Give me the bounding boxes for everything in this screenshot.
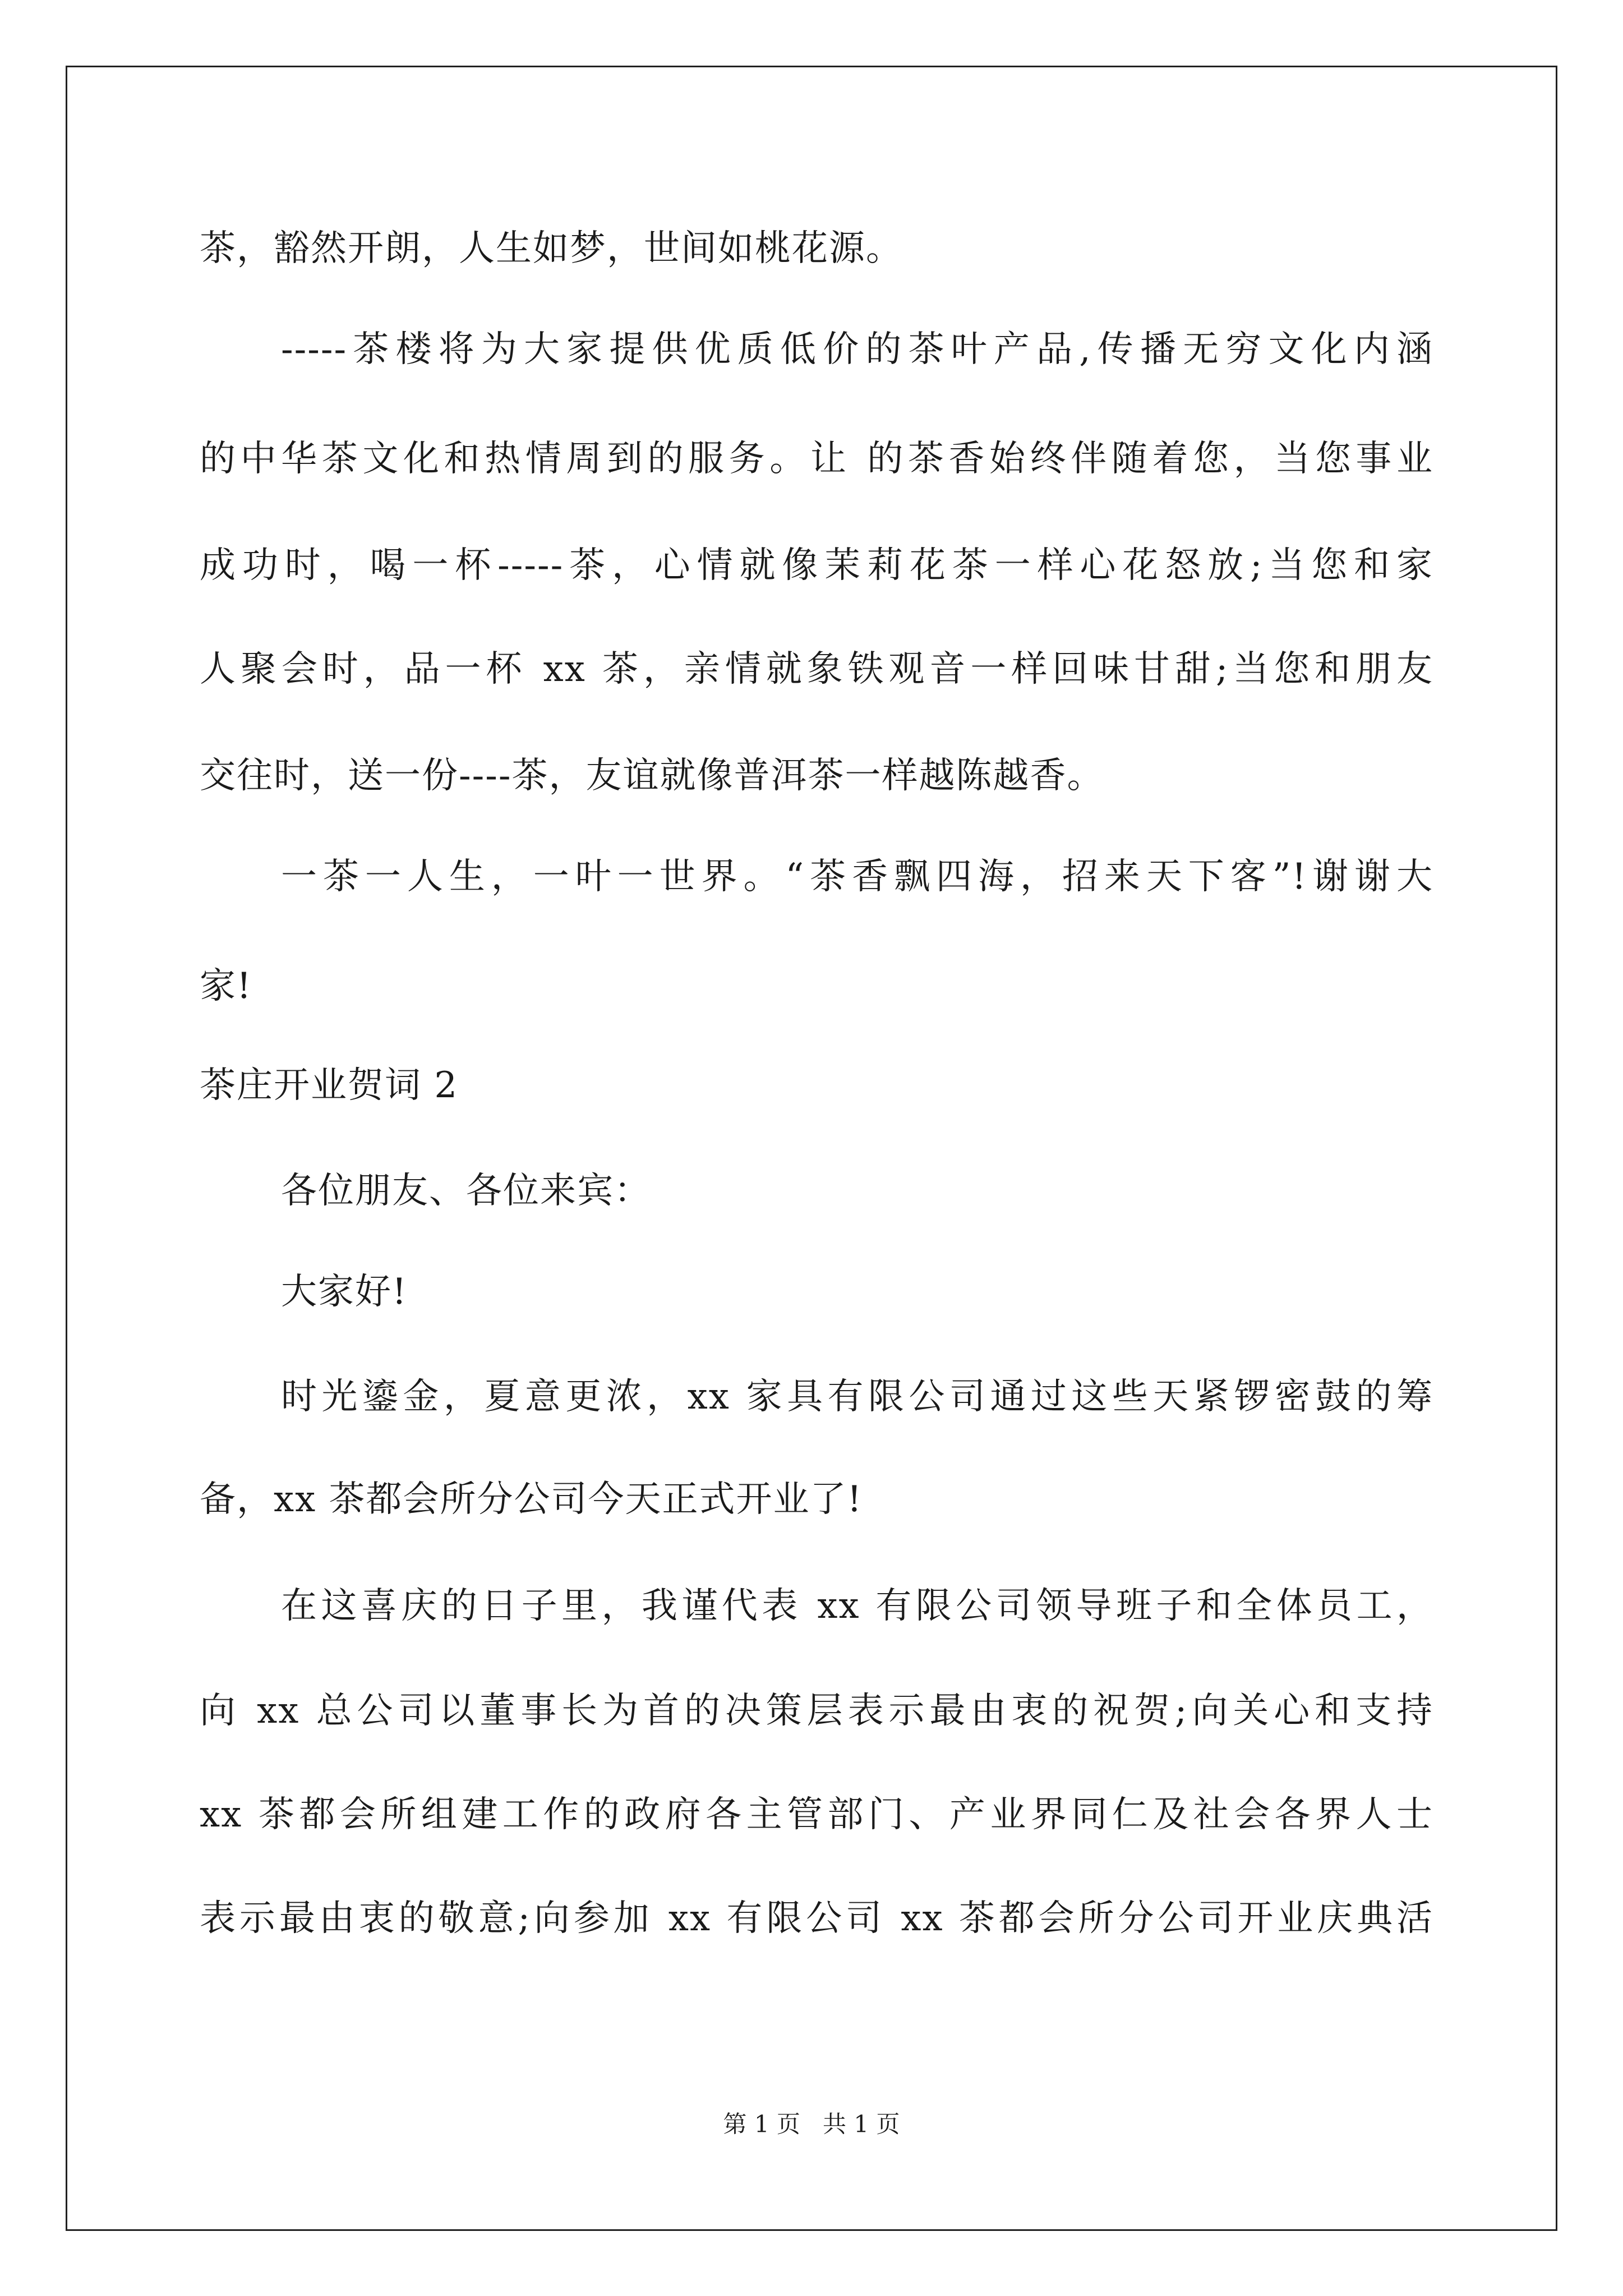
paragraph-line: -----茶楼将为大家提供优质低价的茶叶产品,传播无穷文化内涵 [281,329,1433,370]
paragraph-line: 在这喜庆的日子里，我谨代表 xx 有限公司领导班子和全体员工， [281,1585,1433,1627]
paragraph-line: xx 茶都会所组建工作的政府各主管部门、产业界同仁及社会各界人士 [200,1794,1433,1835]
paragraph-line: 大家好! [281,1271,408,1313]
paragraph-line: 一茶一人生，一叶一世界。“茶香飘四海，招来天下客”!谢谢大 [281,856,1433,898]
paragraph-line: 时光鎏金，夏意更浓，xx 家具有限公司通过这些天紧锣密鼓的筹 [281,1376,1433,1418]
paragraph-line: 交往时，送一份----茶，友谊就像普洱茶一样越陈越香。 [200,755,1104,797]
paragraph-line: 茶，豁然开朗，人生如梦，世间如桃花源。 [200,228,903,269]
paragraph-line: 人聚会时，品一杯 xx 茶，亲情就象铁观音一样回味甘甜;当您和朋友 [200,648,1433,690]
paragraph-line: 向 xx 总公司以董事长为首的决策层表示最由衷的祝贺;向关心和支持 [200,1690,1433,1732]
paragraph-line: 表示最由衷的敬意;向参加 xx 有限公司 xx 茶都会所分公司开业庆典活 [200,1898,1433,1939]
paragraph-line: 各位朋友、各位来宾： [281,1170,651,1212]
paragraph-line: 家! [200,965,252,1007]
section-heading: 茶庄开业贺词 2 [200,1065,459,1106]
paragraph-line: 的中华茶文化和热情周到的服务。让 的茶香始终伴随着您，当您事业 [200,438,1433,480]
paragraph-line: 成功时，喝一杯-----茶，心情就像茉莉花茶一样心花怒放;当您和家 [200,545,1433,586]
page-number-footer: 第 1 页 共 1 页 [723,2110,900,2138]
paragraph-line: 备，xx 茶都会所分公司今天正式开业了! [200,1479,863,1520]
